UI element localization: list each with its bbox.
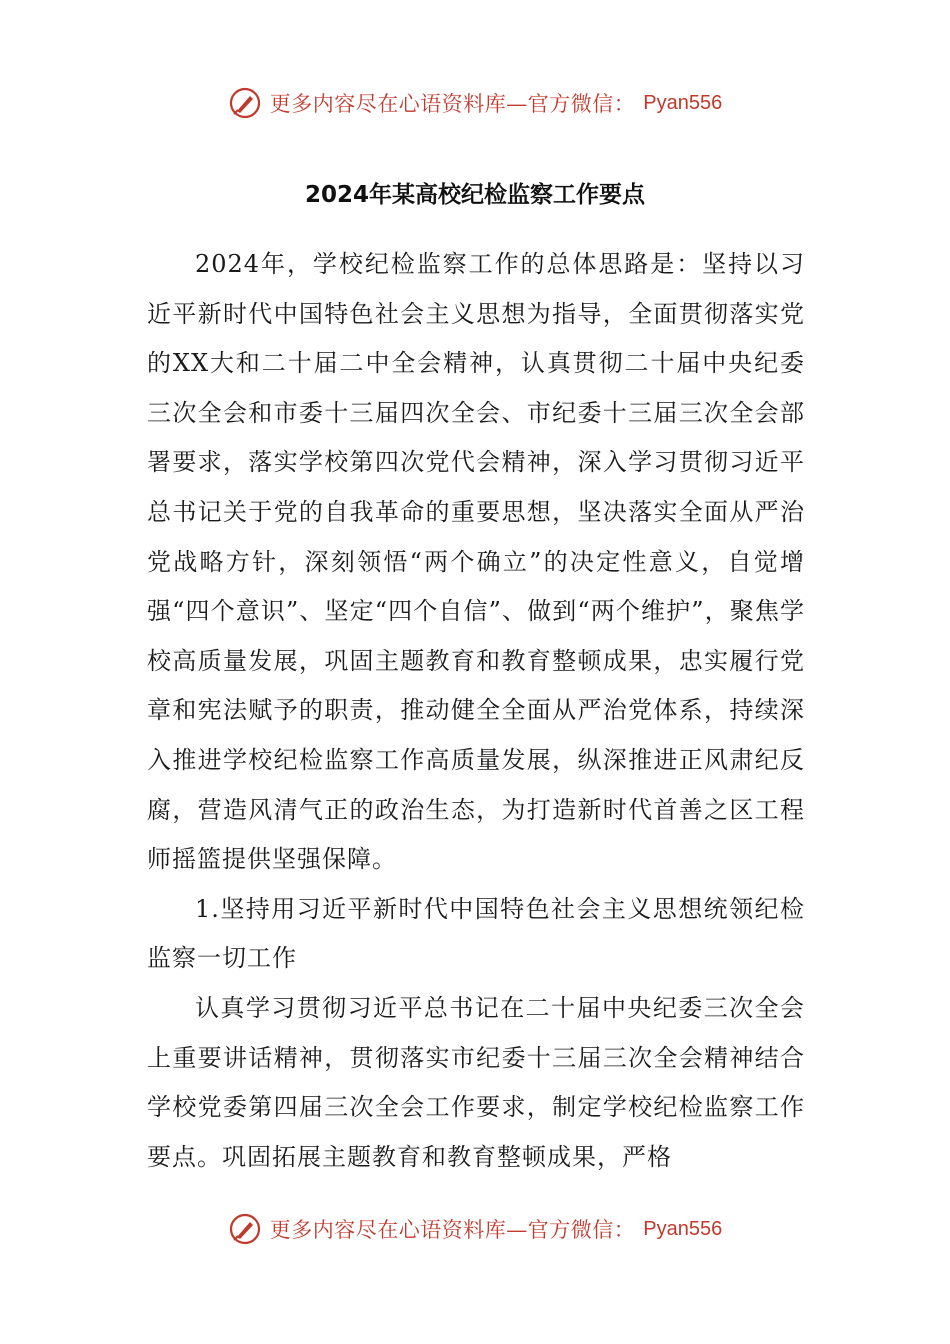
watermark-handle: Pyan556 [643, 1217, 723, 1240]
section-heading-1: 1.坚持用习近平新时代中国特色社会主义思想统领纪检监察一切工作 [147, 894, 805, 973]
document-title: 2024年某高校纪检监察工作要点 [304, 182, 645, 208]
watermark-header [0, 86, 950, 120]
watermark-text: 更多内容尽在心语资料库—官方微信： [269, 92, 636, 116]
pen-nib-logo-icon [228, 1212, 262, 1246]
watermark-handle: Pyan556 [643, 91, 723, 114]
paragraph-section-1: 认真学习贯彻习近平总书记在二十届中央纪委三次全会上重要讲话精神，贯彻落实市纪委十三届三次全会精神结合学校党委第四届三次全会工作要求，制定学校纪检监察工作要点。巩固拓展主题教育和教育整顿成果，严格 [147, 993, 805, 1171]
pen-nib-logo-icon [228, 86, 262, 120]
watermark-footer [0, 1212, 950, 1246]
document-body [147, 240, 805, 1182]
watermark-text: 更多内容尽在心语资料库—官方微信： [269, 1218, 636, 1242]
paragraph-overview: 2024年，学校纪检监察工作的总体思路是：坚持以习近平新时代中国特色社会主义思想为指导，全面贯彻落实党的XX大和二十届二中全会精神，认真贯彻二十届中央纪委三次全会和市委十三届四次全会、市纪委十三届三次全会部署要求，落实学校第四次党代会精神，深入学习贯彻习近平总书记关于党的自我革命的重要思想，坚决落实全面从严治党战略方针，深刻领悟“两个确立”的决定性意义，自觉增强“四个意识”、坚定“四个自信”、做到“两个维护”，聚焦学校高质量发展，巩固主题教育和教育整顿成果，忠实履行党章和宪法赋予的职责，推动健全全面从严治党体系，持续深入推进学校纪检监察工作高质量发展，纵深推进正风肃纪反腐，营造风清气正的政治生态，为打造新时代首善之区工程师摇篮提供坚强保障。 [147, 250, 805, 874]
